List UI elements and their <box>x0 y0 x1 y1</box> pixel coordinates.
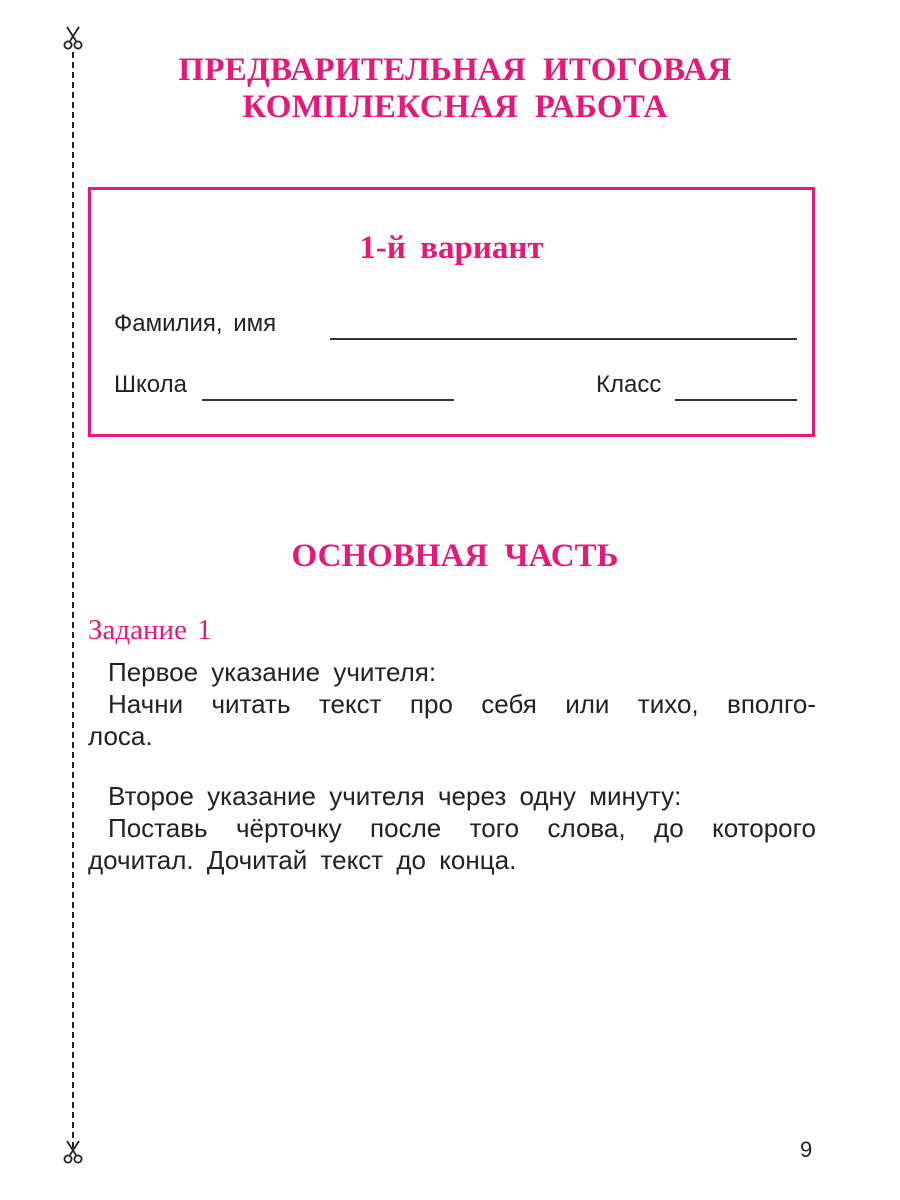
page-title-line-2: КОМПЛЕКСНАЯ РАБОТА <box>242 89 668 125</box>
name-field-label: Фамилия, имя <box>114 310 277 337</box>
task-paragraph-1 <box>88 656 816 752</box>
school-field-label: Школа <box>114 371 187 398</box>
paragraph-line: Поставь чёрточку после того слова, до которого <box>108 813 816 843</box>
school-field[interactable] <box>202 399 454 401</box>
page-title-line-1: ПРЕДВАРИТЕЛЬНАЯ ИТОГОВАЯ <box>178 52 732 88</box>
class-field[interactable] <box>675 399 797 401</box>
paragraph-line: лоса. <box>88 721 153 751</box>
page-number: 9 <box>800 1137 813 1162</box>
task-paragraph-2 <box>88 780 816 876</box>
scissors-icon <box>61 1140 85 1164</box>
name-field[interactable] <box>330 338 797 340</box>
paragraph-line: Первое указание учителя: <box>108 657 437 687</box>
cut-line <box>72 52 74 1148</box>
scissors-icon <box>61 26 85 50</box>
page-title <box>90 52 820 126</box>
paragraph-line: Второе указание учителя через одну минуту: <box>108 781 682 811</box>
paragraph-line: Начни читать текст про себя или тихо, вполго- <box>108 689 816 719</box>
paragraph-line: дочитал. Дочитай текст до конца. <box>88 845 517 875</box>
variant-title: 1-й вариант <box>359 230 544 266</box>
class-field-label: Класс <box>596 371 662 398</box>
task-heading: Задание 1 <box>88 614 212 646</box>
variant-box <box>88 187 815 437</box>
section-title: ОСНОВНАЯ ЧАСТЬ <box>291 538 619 574</box>
